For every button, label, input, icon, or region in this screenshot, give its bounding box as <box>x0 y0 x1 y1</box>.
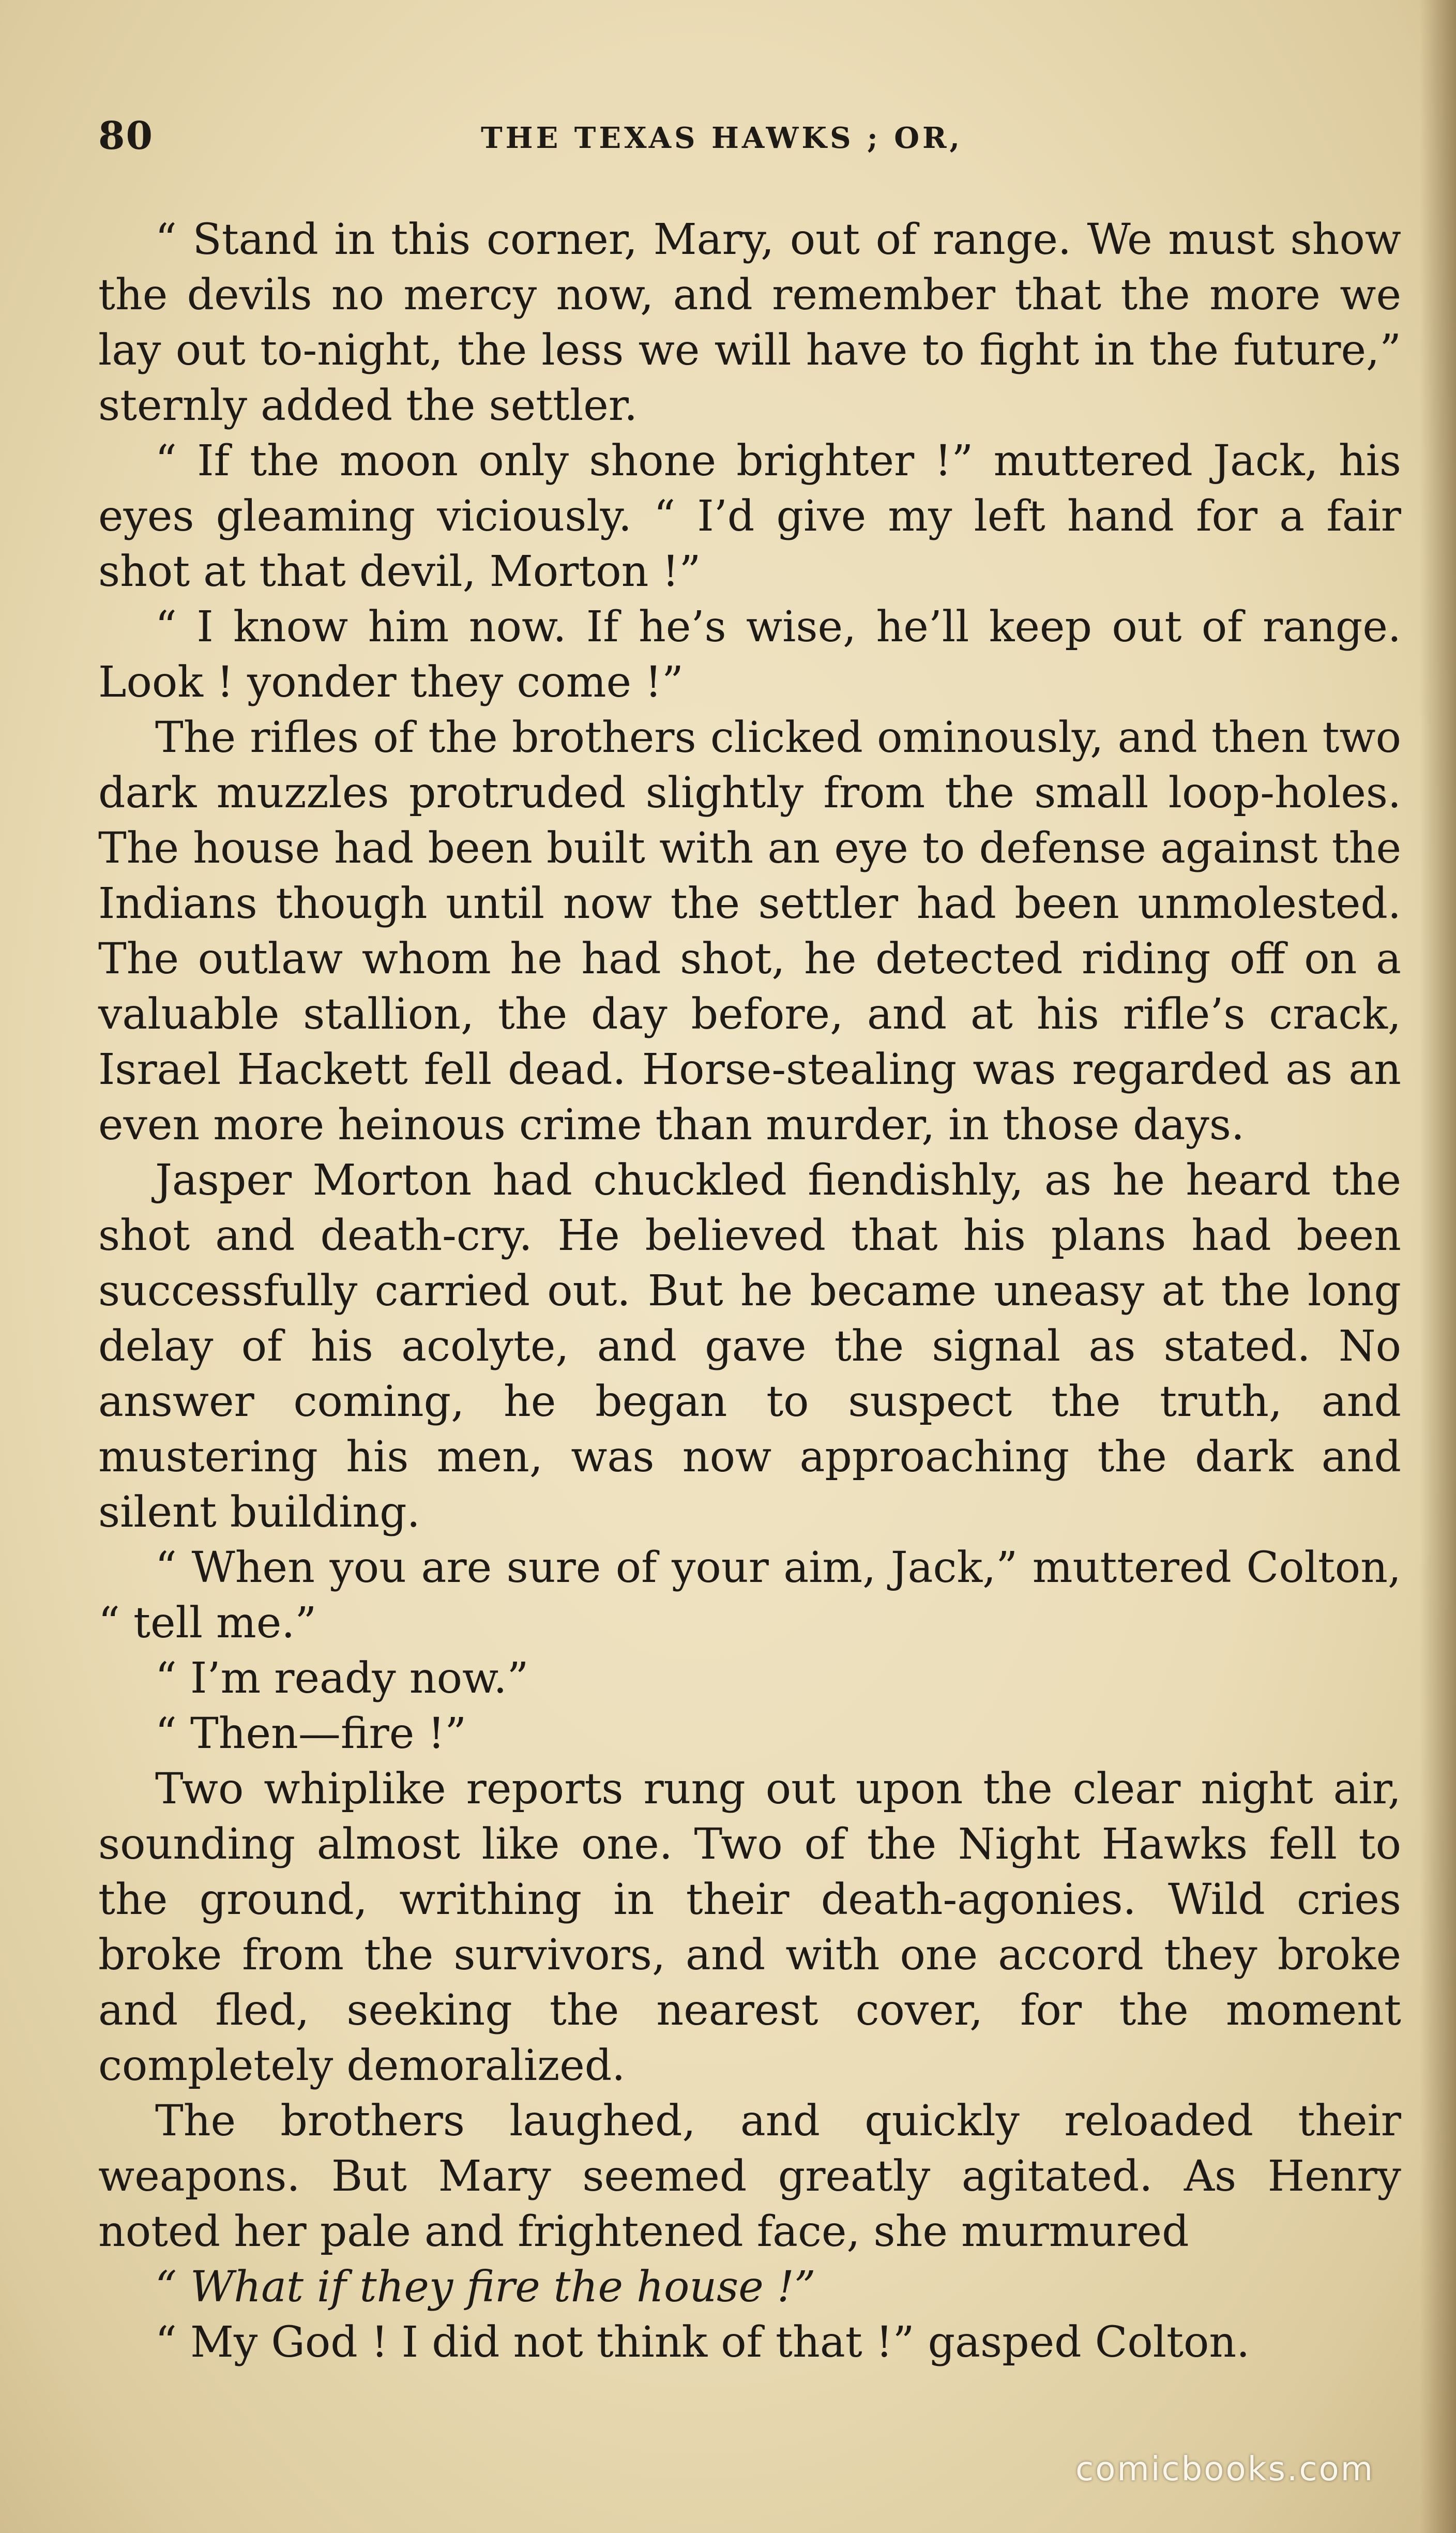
paragraph: “ When you are sure of your aim, Jack,” muttered Colton, “ tell me.” <box>98 1543 1401 1648</box>
paragraph: “ Then—fire !” <box>155 1709 467 1758</box>
paragraph: Jasper Morton had chuckled fiendishly, as he heard the shot and death-cry. He believed that his plans had been successfully carried out. But he became uneasy at the long delay of his acolyte, and gave the signal as stated. No answer coming, he began to suspect the truth, and mustering his men, was now approaching the dark and silent building. <box>98 1156 1401 1537</box>
paragraph: The rifles of the brothers clicked ominously, and then two dark muzzles protruded slightly from the small loop-holes. The house had been built with an eye to defense against the Indians though until now the settler had been unmolested. The outlaw whom he had shot, he detected riding off on a valuable stallion, the day before, and at his rifle’s crack, Israel Hackett fell dead. Horse-stealing was regarded as an even more heinous crime than murder, in those days. <box>98 713 1401 1150</box>
page-number: 80 <box>98 114 154 158</box>
paragraph: The brothers laughed, and quickly reloaded their weapons. But Mary seemed greatly agitated. As Henry noted her pale and frightened face, she murmured <box>98 2097 1401 2256</box>
paragraph-italic <box>98 2259 1401 2315</box>
paragraph: “ My God ! I did not think of that !” gasped Colton. <box>155 2318 1250 2367</box>
paragraph: “ I know him now. If he’s wise, he’ll keep out of range. Look ! yonder they come !” <box>98 602 1401 707</box>
paragraph: “ Stand in this corner, Mary, out of range. We must show the devils no mercy now, and remember that the more we lay out to-night, the less we will have to fight in the future,” sternly added the settler. <box>98 215 1401 430</box>
paragraph: “ If the moon only shone brighter !” muttered Jack, his eyes gleaming viciously. “ I’d give my left hand for a fair shot at that devil, Morton !” <box>98 436 1401 596</box>
running-head: THE TEXAS HAWKS ; OR, <box>481 121 963 155</box>
paragraph: “ I’m ready now.” <box>155 1654 529 1703</box>
italic-quote: “ What if they fire the house !” <box>155 2263 816 2312</box>
body-text <box>98 212 1401 2370</box>
page-header <box>98 114 1406 171</box>
paragraph: Two whiplike reports rung out upon the clear night air, sounding almost like one. Two of the Night Hawks fell to the ground, writhing in their death-agonies. Wild cries broke from the survivors, and with one accord they broke and fled, seeking the nearest cover, for the moment completely demoralized. <box>98 1765 1401 2090</box>
watermark: comicbooks.com <box>1075 2450 1375 2489</box>
